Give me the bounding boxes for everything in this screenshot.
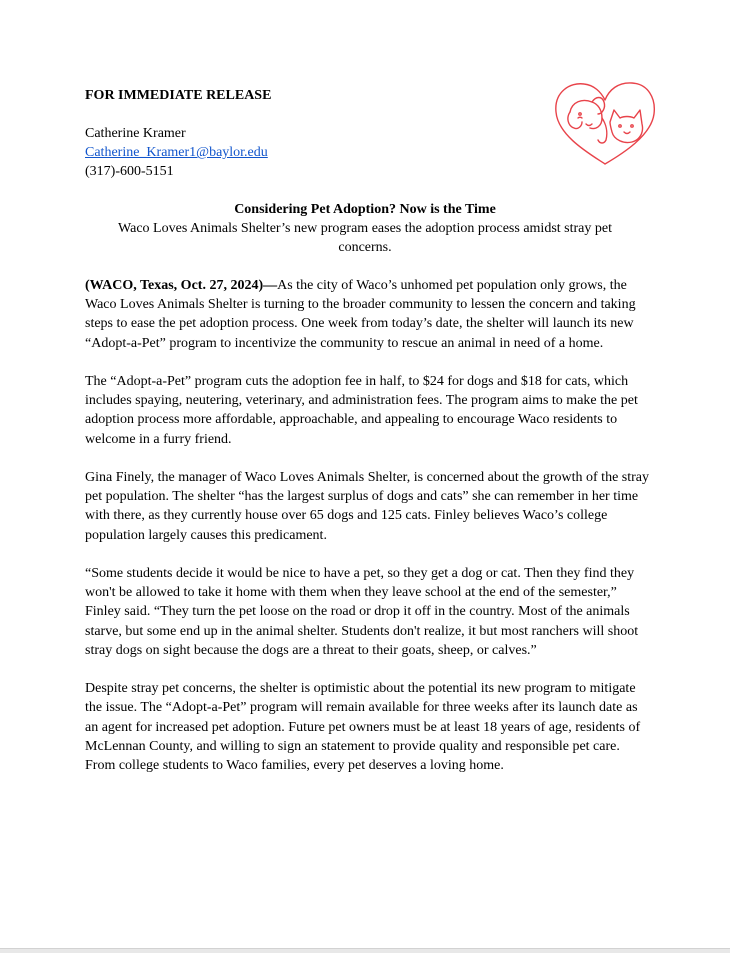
headline-block <box>85 200 645 258</box>
contact-email-link[interactable]: Catherine_Kramer1@baylor.edu <box>85 145 268 161</box>
paragraph: The “Adopt-a-Pet” program cuts the adoption fee in half, to $24 for dogs and $18 for cats, which includes spaying, neutering, veterinary, and administration fees. The program aims to make the pet adoption process more affordable, approachable, and appealing to encourage Waco residents to welcome in a furry friend. <box>85 374 638 447</box>
dateline: (WACO, Texas, Oct. 27, 2024)— <box>85 278 278 293</box>
contact-block <box>85 124 268 182</box>
contact-name: Catherine Kramer <box>85 126 186 141</box>
paragraph-text: As the city of Waco’s unhomed pet population only grows, the Waco Loves Animals Shelter is turning to the broader community to lessen the concern and taking steps to ease the pet adoption process. One week from today’s date, the shelter will launch its new “Adopt-a-Pet” program to incentivize the community to rescue an animal in need of a home. <box>85 278 636 351</box>
paragraph: “Some students decide it would be nice to have a pet, so they get a dog or cat. Then they find they won't be allowed to take it home with them when they leave school at the end of the semester,” Finley said. “They turn the pet loose on the road or drop it off in the country. Most of the animals starve, but some end up in the animal shelter. Students don't realize, it but most ranchers will shoot stray dogs on sight because the dogs are a threat to their goats, sheep, or calves.” <box>85 566 639 658</box>
heart-dog-cat-logo-icon <box>552 78 658 168</box>
paragraph: Despite stray pet concerns, the shelter is optimistic about the potential its new program to mitigate the issue. The “Adopt-a-Pet” program will remain available for three weeks after its launch date as an agent for increased pet adoption. Future pet owners must be at least 18 years of age, residents of McLennan County, and willing to sign an statement to provide quality and responsible pet care. From college students to Waco families, every pet deserves a loving home. <box>85 681 641 774</box>
release-label: FOR IMMEDIATE RELEASE <box>85 88 272 103</box>
press-release-body <box>85 276 651 794</box>
subheadline: Waco Loves Animals Shelter’s new program eases the adoption process amidst stray pet concerns. <box>118 221 612 256</box>
contact-phone: (317)-600-5151 <box>85 164 174 180</box>
paragraph: Gina Finely, the manager of Waco Loves Animals Shelter, is concerned about the growth of the stray pet population. The shelter “has the largest surplus of dogs and cats” she can remember in her time with there, as they currently house over 65 dogs and 125 cats. Finley believes Waco’s college population largely causes this predicament. <box>85 470 649 543</box>
page-bottom-edge <box>0 948 730 953</box>
headline: Considering Pet Adoption? Now is the Time <box>234 202 496 217</box>
paragraph <box>85 276 651 353</box>
